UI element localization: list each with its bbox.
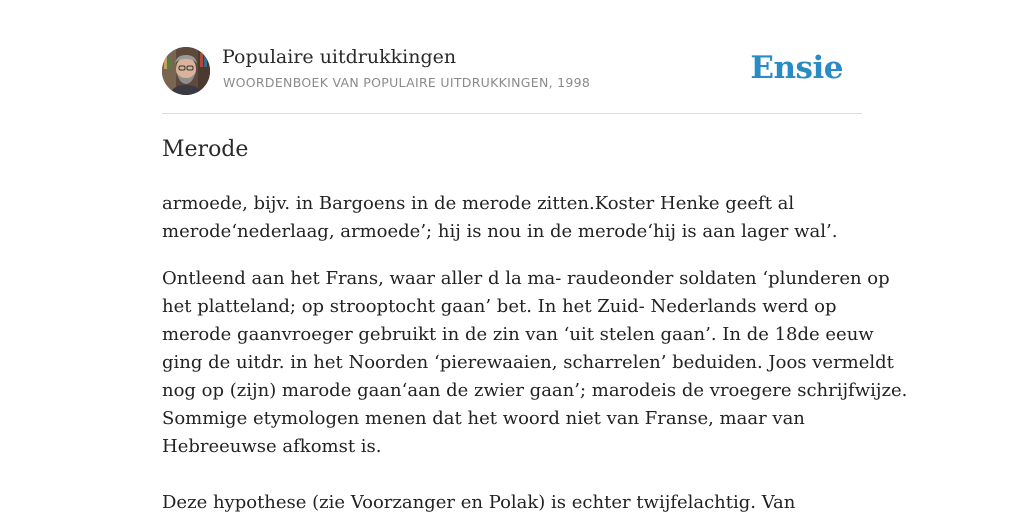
source-title[interactable]: Populaire uitdrukkingen: [222, 46, 457, 68]
paragraph-line: Deze hypothese (zie Voorzanger en Polak) is echter twijfelachtig. Van: [162, 492, 796, 512]
page-container: [162, 0, 908, 512]
paragraph-line: merode gaanvroeger gebruikt in de zin van ‘uit stelen gaan’. In de 18de eeuw: [162, 324, 874, 345]
brand-logo-link[interactable]: Ensie: [750, 50, 843, 86]
paragraph-line: nog op (zijn) marode gaan‘aan de zwier gaan’; marodeis de vroegere schrijfwijze.: [162, 380, 908, 401]
paragraph-line: het platteland; op strooptocht gaan’ bet. In het Zuid- Nederlands werd op: [162, 296, 837, 317]
paragraph-line: merode‘nederlaag, armoede’; hij is nou in de merode‘hij is aan lager wal’.: [162, 221, 838, 242]
paragraph-line: Hebreeuwse afkomst is.: [162, 436, 382, 457]
author-avatar[interactable]: [162, 47, 210, 95]
author-portrait-icon: [162, 47, 210, 95]
paragraph-line: ging de uitdr. in het Noorden ‘pierewaaien, scharrelen’ beduiden. Joos vermeldt: [162, 352, 894, 373]
source-header: [162, 0, 862, 114]
paragraph-line: armoede, bijv. in Bargoens in de merode zitten.Koster Henke geeft al: [162, 193, 795, 214]
entry-paragraph-3: [162, 489, 867, 512]
paragraph-line: Sommige etymologen menen dat het woord niet van Franse, maar van: [162, 408, 805, 429]
entry-paragraph-2: [162, 265, 908, 461]
entry-paragraph-1: [162, 190, 867, 246]
source-subtitle: WOORDENBOEK VAN POPULAIRE UITDRUKKINGEN, 1998: [223, 75, 591, 90]
entry-title: Merode: [162, 137, 249, 162]
paragraph-line: Ontleend aan het Frans, waar aller d la ma- raudeonder soldaten ‘plunderen op: [162, 268, 890, 289]
